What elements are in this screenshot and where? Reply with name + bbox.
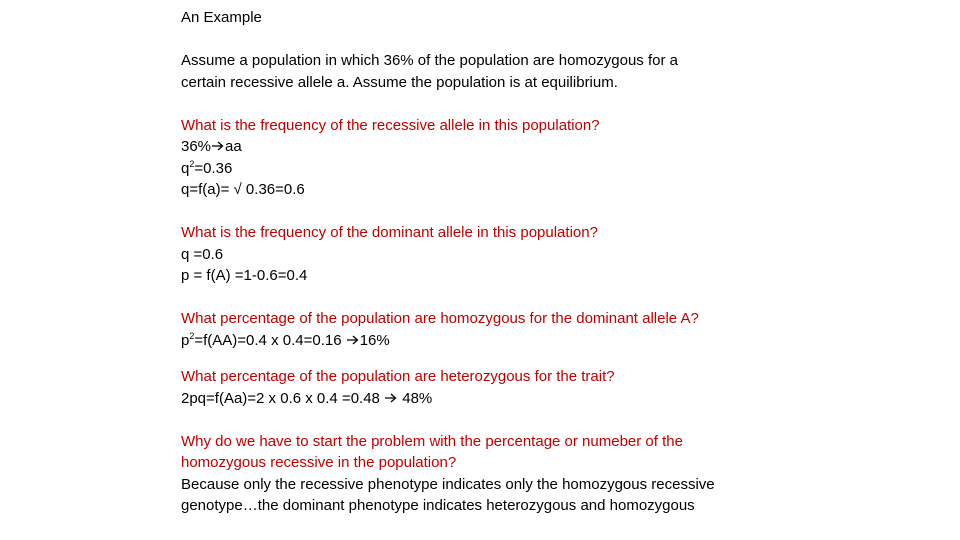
right-arrow-icon	[347, 330, 359, 352]
answer-line-p: p = f(A) =1-0.6=0.4	[181, 267, 308, 284]
answer-line-because-2: genotype…the dominant phenotype indicates heterozygous and homozygous	[181, 497, 695, 514]
answer-text: 48%	[398, 389, 433, 407]
right-arrow-icon	[385, 388, 397, 410]
answer-line-q-squared	[181, 158, 941, 180]
answer-text: q	[181, 159, 190, 177]
answer-text: =0.36	[194, 159, 233, 177]
answer-line-percent-aa	[181, 136, 941, 158]
intro-line-2: certain recessive allele a. Assume the population is at equilibrium.	[181, 73, 618, 91]
question-why-start-recessive-1: Why do we have to start the problem with the percentage or numeber of the	[181, 432, 683, 450]
answer-text: aa	[225, 138, 242, 155]
answer-line-q-value: q=f(a)= √ 0.36=0.6	[181, 181, 305, 198]
answer-line-because-1: Because only the recessive phenotype indicates only the homozygous recessive	[181, 475, 715, 493]
answer-line-q: q =0.6	[181, 245, 224, 263]
superscript: 2	[189, 330, 195, 341]
slide-title: An Example	[181, 9, 262, 26]
question-heterozygous: What percentage of the population are heterozygous for the trait?	[181, 368, 615, 385]
answer-line-p-squared	[181, 330, 941, 352]
question-homozygous-dominant: What percentage of the population are homozygous for the dominant allele A?	[181, 310, 699, 327]
right-arrow-icon	[212, 136, 224, 158]
intro-line-1: Assume a population in which 36% of the population are homozygous for a	[181, 52, 678, 69]
answer-text: 36%	[181, 138, 212, 155]
answer-text: p	[181, 331, 190, 349]
answer-line-2pq	[181, 388, 941, 410]
slide-content	[181, 7, 941, 517]
answer-text: =f(AA)=0.4 x 0.4=0.16	[194, 331, 346, 349]
answer-text: 16%	[359, 331, 390, 349]
question-recessive-frequency: What is the frequency of the recessive allele in this population?	[181, 116, 600, 134]
answer-text: 2pq=f(Aa)=2 x 0.6 x 0.4 =0.48	[181, 389, 385, 407]
superscript: 2	[189, 158, 195, 169]
question-dominant-frequency: What is the frequency of the dominant allele in this population?	[181, 224, 598, 241]
question-why-start-recessive-2: homozygous recessive in the population?	[181, 454, 457, 471]
